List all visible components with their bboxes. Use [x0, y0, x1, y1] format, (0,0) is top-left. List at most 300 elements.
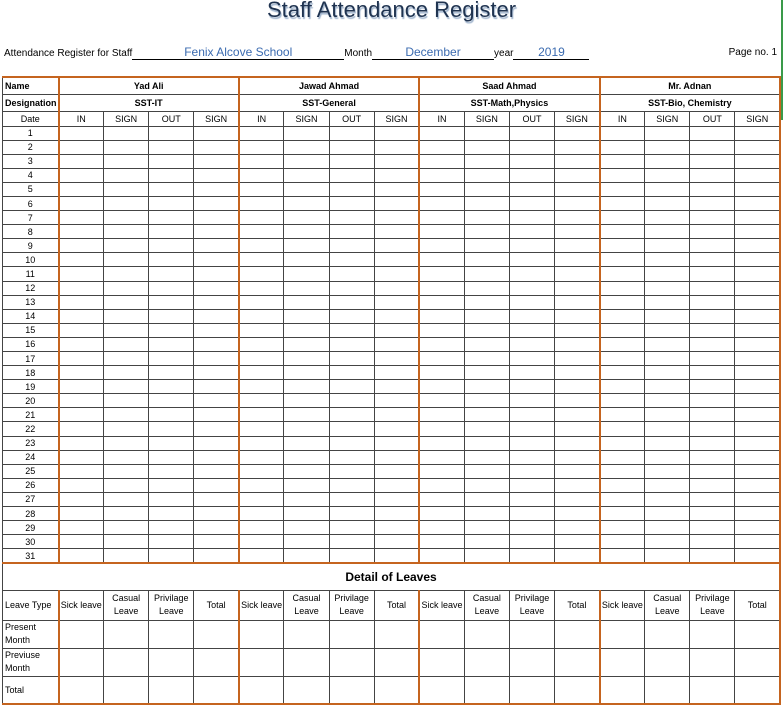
attendance-cell[interactable] [149, 309, 194, 323]
attendance-cell[interactable] [59, 408, 104, 422]
attendance-cell[interactable] [59, 450, 104, 464]
attendance-cell[interactable] [284, 507, 329, 521]
attendance-cell[interactable] [59, 182, 104, 196]
attendance-cell[interactable] [59, 309, 104, 323]
attendance-cell[interactable] [645, 253, 690, 267]
attendance-cell[interactable] [464, 196, 509, 210]
attendance-cell[interactable] [509, 309, 554, 323]
attendance-cell[interactable] [374, 253, 419, 267]
attendance-cell[interactable] [194, 225, 239, 239]
attendance-cell[interactable] [690, 507, 735, 521]
attendance-cell[interactable] [284, 394, 329, 408]
attendance-cell[interactable] [59, 464, 104, 478]
attendance-cell[interactable] [329, 492, 374, 506]
attendance-cell[interactable] [104, 126, 149, 140]
leave-cell[interactable] [645, 620, 690, 648]
attendance-cell[interactable] [509, 337, 554, 351]
attendance-cell[interactable] [419, 126, 464, 140]
attendance-cell[interactable] [555, 211, 600, 225]
attendance-cell[interactable] [104, 196, 149, 210]
leave-cell[interactable] [194, 676, 239, 704]
attendance-cell[interactable] [735, 295, 780, 309]
attendance-cell[interactable] [509, 450, 554, 464]
attendance-cell[interactable] [600, 464, 645, 478]
attendance-cell[interactable] [645, 507, 690, 521]
attendance-cell[interactable] [239, 253, 284, 267]
attendance-cell[interactable] [464, 436, 509, 450]
attendance-cell[interactable] [419, 507, 464, 521]
attendance-cell[interactable] [600, 196, 645, 210]
attendance-cell[interactable] [690, 464, 735, 478]
attendance-cell[interactable] [149, 168, 194, 182]
attendance-cell[interactable] [104, 225, 149, 239]
attendance-cell[interactable] [194, 281, 239, 295]
attendance-cell[interactable] [329, 253, 374, 267]
attendance-cell[interactable] [555, 464, 600, 478]
attendance-cell[interactable] [329, 281, 374, 295]
leave-cell[interactable] [239, 676, 284, 704]
attendance-cell[interactable] [239, 521, 284, 535]
leave-cell[interactable] [59, 620, 104, 648]
attendance-cell[interactable] [239, 337, 284, 351]
attendance-cell[interactable] [419, 154, 464, 168]
attendance-cell[interactable] [374, 337, 419, 351]
attendance-cell[interactable] [104, 478, 149, 492]
attendance-cell[interactable] [509, 253, 554, 267]
attendance-cell[interactable] [419, 408, 464, 422]
attendance-cell[interactable] [59, 478, 104, 492]
attendance-cell[interactable] [104, 492, 149, 506]
attendance-cell[interactable] [149, 140, 194, 154]
attendance-cell[interactable] [419, 337, 464, 351]
attendance-cell[interactable] [374, 436, 419, 450]
attendance-cell[interactable] [284, 253, 329, 267]
attendance-cell[interactable] [194, 352, 239, 366]
attendance-cell[interactable] [509, 323, 554, 337]
leave-cell[interactable] [690, 676, 735, 704]
year-field[interactable]: 2019 [513, 45, 589, 60]
attendance-cell[interactable] [194, 436, 239, 450]
attendance-cell[interactable] [104, 549, 149, 564]
attendance-cell[interactable] [104, 436, 149, 450]
attendance-cell[interactable] [329, 366, 374, 380]
attendance-cell[interactable] [555, 507, 600, 521]
attendance-cell[interactable] [239, 380, 284, 394]
attendance-cell[interactable] [374, 267, 419, 281]
attendance-cell[interactable] [509, 436, 554, 450]
attendance-cell[interactable] [329, 337, 374, 351]
attendance-cell[interactable] [284, 154, 329, 168]
attendance-cell[interactable] [690, 225, 735, 239]
attendance-cell[interactable] [194, 154, 239, 168]
attendance-cell[interactable] [645, 211, 690, 225]
attendance-cell[interactable] [374, 211, 419, 225]
attendance-cell[interactable] [555, 521, 600, 535]
attendance-cell[interactable] [284, 182, 329, 196]
attendance-cell[interactable] [419, 436, 464, 450]
leave-cell[interactable] [555, 620, 600, 648]
attendance-cell[interactable] [419, 281, 464, 295]
leave-cell[interactable] [374, 676, 419, 704]
attendance-cell[interactable] [59, 436, 104, 450]
attendance-cell[interactable] [239, 408, 284, 422]
attendance-cell[interactable] [149, 267, 194, 281]
attendance-cell[interactable] [194, 140, 239, 154]
leave-cell[interactable] [104, 676, 149, 704]
attendance-cell[interactable] [104, 422, 149, 436]
attendance-cell[interactable] [284, 239, 329, 253]
attendance-cell[interactable] [690, 352, 735, 366]
attendance-cell[interactable] [59, 549, 104, 564]
attendance-cell[interactable] [509, 380, 554, 394]
attendance-cell[interactable] [464, 253, 509, 267]
attendance-cell[interactable] [645, 535, 690, 549]
attendance-cell[interactable] [419, 422, 464, 436]
attendance-cell[interactable] [374, 366, 419, 380]
attendance-cell[interactable] [645, 154, 690, 168]
attendance-cell[interactable] [645, 450, 690, 464]
attendance-cell[interactable] [104, 464, 149, 478]
attendance-cell[interactable] [374, 168, 419, 182]
attendance-cell[interactable] [419, 196, 464, 210]
attendance-cell[interactable] [735, 535, 780, 549]
attendance-cell[interactable] [194, 366, 239, 380]
attendance-cell[interactable] [149, 535, 194, 549]
attendance-cell[interactable] [194, 521, 239, 535]
attendance-cell[interactable] [555, 267, 600, 281]
attendance-cell[interactable] [509, 549, 554, 564]
attendance-cell[interactable] [194, 507, 239, 521]
attendance-cell[interactable] [284, 450, 329, 464]
attendance-cell[interactable] [149, 422, 194, 436]
attendance-cell[interactable] [104, 352, 149, 366]
attendance-cell[interactable] [374, 126, 419, 140]
attendance-cell[interactable] [645, 366, 690, 380]
leave-cell[interactable] [735, 648, 780, 676]
attendance-cell[interactable] [464, 521, 509, 535]
attendance-cell[interactable] [329, 478, 374, 492]
attendance-cell[interactable] [329, 422, 374, 436]
leave-cell[interactable] [194, 620, 239, 648]
attendance-cell[interactable] [645, 140, 690, 154]
attendance-cell[interactable] [464, 535, 509, 549]
attendance-cell[interactable] [645, 521, 690, 535]
attendance-cell[interactable] [374, 154, 419, 168]
attendance-cell[interactable] [464, 492, 509, 506]
attendance-cell[interactable] [464, 154, 509, 168]
attendance-cell[interactable] [329, 154, 374, 168]
attendance-cell[interactable] [284, 323, 329, 337]
leave-cell[interactable] [149, 676, 194, 704]
attendance-cell[interactable] [509, 295, 554, 309]
attendance-cell[interactable] [555, 168, 600, 182]
attendance-cell[interactable] [239, 422, 284, 436]
attendance-cell[interactable] [194, 549, 239, 564]
attendance-cell[interactable] [329, 323, 374, 337]
attendance-cell[interactable] [600, 422, 645, 436]
attendance-cell[interactable] [600, 281, 645, 295]
attendance-cell[interactable] [735, 352, 780, 366]
leave-cell[interactable] [509, 648, 554, 676]
attendance-cell[interactable] [284, 366, 329, 380]
attendance-cell[interactable] [509, 154, 554, 168]
attendance-cell[interactable] [284, 140, 329, 154]
leave-cell[interactable] [690, 620, 735, 648]
attendance-cell[interactable] [239, 394, 284, 408]
leave-cell[interactable] [645, 676, 690, 704]
leave-cell[interactable] [284, 648, 329, 676]
attendance-cell[interactable] [464, 507, 509, 521]
attendance-cell[interactable] [239, 492, 284, 506]
leave-cell[interactable] [419, 648, 464, 676]
attendance-cell[interactable] [194, 394, 239, 408]
attendance-cell[interactable] [645, 309, 690, 323]
attendance-cell[interactable] [284, 196, 329, 210]
attendance-cell[interactable] [239, 239, 284, 253]
attendance-cell[interactable] [194, 295, 239, 309]
attendance-cell[interactable] [509, 126, 554, 140]
attendance-cell[interactable] [284, 380, 329, 394]
attendance-cell[interactable] [555, 154, 600, 168]
attendance-cell[interactable] [690, 140, 735, 154]
attendance-cell[interactable] [464, 323, 509, 337]
attendance-cell[interactable] [59, 422, 104, 436]
attendance-cell[interactable] [59, 267, 104, 281]
attendance-cell[interactable] [104, 309, 149, 323]
attendance-cell[interactable] [645, 225, 690, 239]
leave-cell[interactable] [690, 648, 735, 676]
attendance-cell[interactable] [149, 281, 194, 295]
attendance-cell[interactable] [600, 168, 645, 182]
attendance-cell[interactable] [104, 521, 149, 535]
attendance-cell[interactable] [600, 549, 645, 564]
attendance-cell[interactable] [59, 352, 104, 366]
attendance-cell[interactable] [374, 478, 419, 492]
attendance-cell[interactable] [509, 422, 554, 436]
attendance-cell[interactable] [149, 196, 194, 210]
attendance-cell[interactable] [149, 239, 194, 253]
attendance-cell[interactable] [59, 507, 104, 521]
attendance-cell[interactable] [329, 168, 374, 182]
attendance-cell[interactable] [690, 492, 735, 506]
attendance-cell[interactable] [464, 408, 509, 422]
attendance-cell[interactable] [104, 154, 149, 168]
attendance-cell[interactable] [735, 309, 780, 323]
attendance-cell[interactable] [464, 225, 509, 239]
attendance-cell[interactable] [284, 521, 329, 535]
attendance-cell[interactable] [555, 281, 600, 295]
attendance-cell[interactable] [735, 168, 780, 182]
attendance-cell[interactable] [464, 422, 509, 436]
attendance-cell[interactable] [284, 168, 329, 182]
attendance-cell[interactable] [555, 337, 600, 351]
attendance-cell[interactable] [464, 126, 509, 140]
attendance-cell[interactable] [239, 126, 284, 140]
attendance-cell[interactable] [555, 352, 600, 366]
attendance-cell[interactable] [555, 366, 600, 380]
attendance-cell[interactable] [690, 478, 735, 492]
attendance-cell[interactable] [509, 196, 554, 210]
attendance-cell[interactable] [194, 408, 239, 422]
attendance-cell[interactable] [690, 436, 735, 450]
attendance-cell[interactable] [419, 366, 464, 380]
attendance-cell[interactable] [645, 239, 690, 253]
attendance-cell[interactable] [104, 380, 149, 394]
attendance-cell[interactable] [374, 521, 419, 535]
attendance-cell[interactable] [374, 408, 419, 422]
attendance-cell[interactable] [329, 450, 374, 464]
attendance-cell[interactable] [419, 380, 464, 394]
attendance-cell[interactable] [284, 436, 329, 450]
attendance-cell[interactable] [104, 295, 149, 309]
attendance-cell[interactable] [59, 366, 104, 380]
attendance-cell[interactable] [329, 295, 374, 309]
attendance-cell[interactable] [104, 323, 149, 337]
attendance-cell[interactable] [59, 196, 104, 210]
attendance-cell[interactable] [600, 323, 645, 337]
leave-cell[interactable] [419, 620, 464, 648]
attendance-cell[interactable] [59, 295, 104, 309]
attendance-cell[interactable] [555, 492, 600, 506]
attendance-cell[interactable] [690, 253, 735, 267]
month-field[interactable]: December [372, 45, 494, 60]
attendance-cell[interactable] [59, 239, 104, 253]
attendance-cell[interactable] [600, 211, 645, 225]
attendance-cell[interactable] [509, 267, 554, 281]
attendance-cell[interactable] [194, 126, 239, 140]
attendance-cell[interactable] [59, 323, 104, 337]
attendance-cell[interactable] [419, 464, 464, 478]
attendance-cell[interactable] [59, 253, 104, 267]
leave-cell[interactable] [194, 648, 239, 676]
attendance-cell[interactable] [600, 436, 645, 450]
attendance-cell[interactable] [374, 182, 419, 196]
attendance-cell[interactable] [690, 535, 735, 549]
attendance-cell[interactable] [555, 253, 600, 267]
attendance-cell[interactable] [374, 196, 419, 210]
attendance-cell[interactable] [600, 140, 645, 154]
attendance-cell[interactable] [419, 535, 464, 549]
attendance-cell[interactable] [329, 380, 374, 394]
attendance-cell[interactable] [59, 281, 104, 295]
attendance-cell[interactable] [284, 281, 329, 295]
attendance-cell[interactable] [464, 337, 509, 351]
attendance-cell[interactable] [374, 422, 419, 436]
attendance-cell[interactable] [329, 126, 374, 140]
attendance-cell[interactable] [735, 450, 780, 464]
attendance-cell[interactable] [735, 478, 780, 492]
attendance-cell[interactable] [59, 394, 104, 408]
attendance-cell[interactable] [555, 436, 600, 450]
attendance-cell[interactable] [645, 492, 690, 506]
attendance-cell[interactable] [600, 450, 645, 464]
attendance-cell[interactable] [104, 168, 149, 182]
attendance-cell[interactable] [149, 408, 194, 422]
attendance-cell[interactable] [239, 182, 284, 196]
attendance-cell[interactable] [194, 422, 239, 436]
attendance-cell[interactable] [284, 422, 329, 436]
attendance-cell[interactable] [690, 450, 735, 464]
attendance-cell[interactable] [690, 239, 735, 253]
attendance-cell[interactable] [600, 521, 645, 535]
attendance-cell[interactable] [149, 352, 194, 366]
attendance-cell[interactable] [104, 182, 149, 196]
attendance-cell[interactable] [600, 295, 645, 309]
attendance-cell[interactable] [284, 492, 329, 506]
attendance-cell[interactable] [555, 422, 600, 436]
attendance-cell[interactable] [239, 211, 284, 225]
attendance-cell[interactable] [509, 352, 554, 366]
leave-cell[interactable] [59, 648, 104, 676]
attendance-cell[interactable] [374, 380, 419, 394]
leave-cell[interactable] [104, 648, 149, 676]
attendance-cell[interactable] [284, 337, 329, 351]
attendance-cell[interactable] [509, 225, 554, 239]
attendance-cell[interactable] [509, 492, 554, 506]
attendance-cell[interactable] [419, 394, 464, 408]
attendance-cell[interactable] [690, 394, 735, 408]
attendance-cell[interactable] [509, 140, 554, 154]
attendance-cell[interactable] [645, 267, 690, 281]
attendance-cell[interactable] [374, 281, 419, 295]
attendance-cell[interactable] [329, 140, 374, 154]
attendance-cell[interactable] [464, 295, 509, 309]
attendance-cell[interactable] [284, 352, 329, 366]
leave-cell[interactable] [59, 676, 104, 704]
attendance-cell[interactable] [419, 295, 464, 309]
leave-cell[interactable] [329, 676, 374, 704]
attendance-cell[interactable] [239, 436, 284, 450]
attendance-cell[interactable] [59, 168, 104, 182]
attendance-cell[interactable] [735, 408, 780, 422]
attendance-cell[interactable] [464, 309, 509, 323]
leave-cell[interactable] [464, 620, 509, 648]
attendance-cell[interactable] [690, 211, 735, 225]
attendance-cell[interactable] [284, 478, 329, 492]
attendance-cell[interactable] [239, 196, 284, 210]
attendance-cell[interactable] [555, 380, 600, 394]
attendance-cell[interactable] [329, 182, 374, 196]
attendance-cell[interactable] [419, 239, 464, 253]
attendance-cell[interactable] [555, 450, 600, 464]
leave-cell[interactable] [555, 648, 600, 676]
attendance-cell[interactable] [735, 337, 780, 351]
attendance-cell[interactable] [600, 267, 645, 281]
attendance-cell[interactable] [690, 182, 735, 196]
attendance-cell[interactable] [600, 337, 645, 351]
attendance-cell[interactable] [149, 521, 194, 535]
attendance-cell[interactable] [555, 126, 600, 140]
leave-cell[interactable] [509, 620, 554, 648]
attendance-cell[interactable] [464, 140, 509, 154]
attendance-cell[interactable] [735, 253, 780, 267]
attendance-cell[interactable] [600, 507, 645, 521]
attendance-cell[interactable] [374, 140, 419, 154]
attendance-cell[interactable] [59, 211, 104, 225]
attendance-cell[interactable] [735, 422, 780, 436]
attendance-cell[interactable] [419, 478, 464, 492]
attendance-cell[interactable] [600, 239, 645, 253]
attendance-cell[interactable] [600, 253, 645, 267]
attendance-cell[interactable] [239, 450, 284, 464]
attendance-cell[interactable] [600, 535, 645, 549]
attendance-cell[interactable] [735, 436, 780, 450]
attendance-cell[interactable] [419, 182, 464, 196]
attendance-cell[interactable] [194, 182, 239, 196]
leave-cell[interactable] [374, 620, 419, 648]
attendance-cell[interactable] [329, 507, 374, 521]
attendance-cell[interactable] [555, 239, 600, 253]
